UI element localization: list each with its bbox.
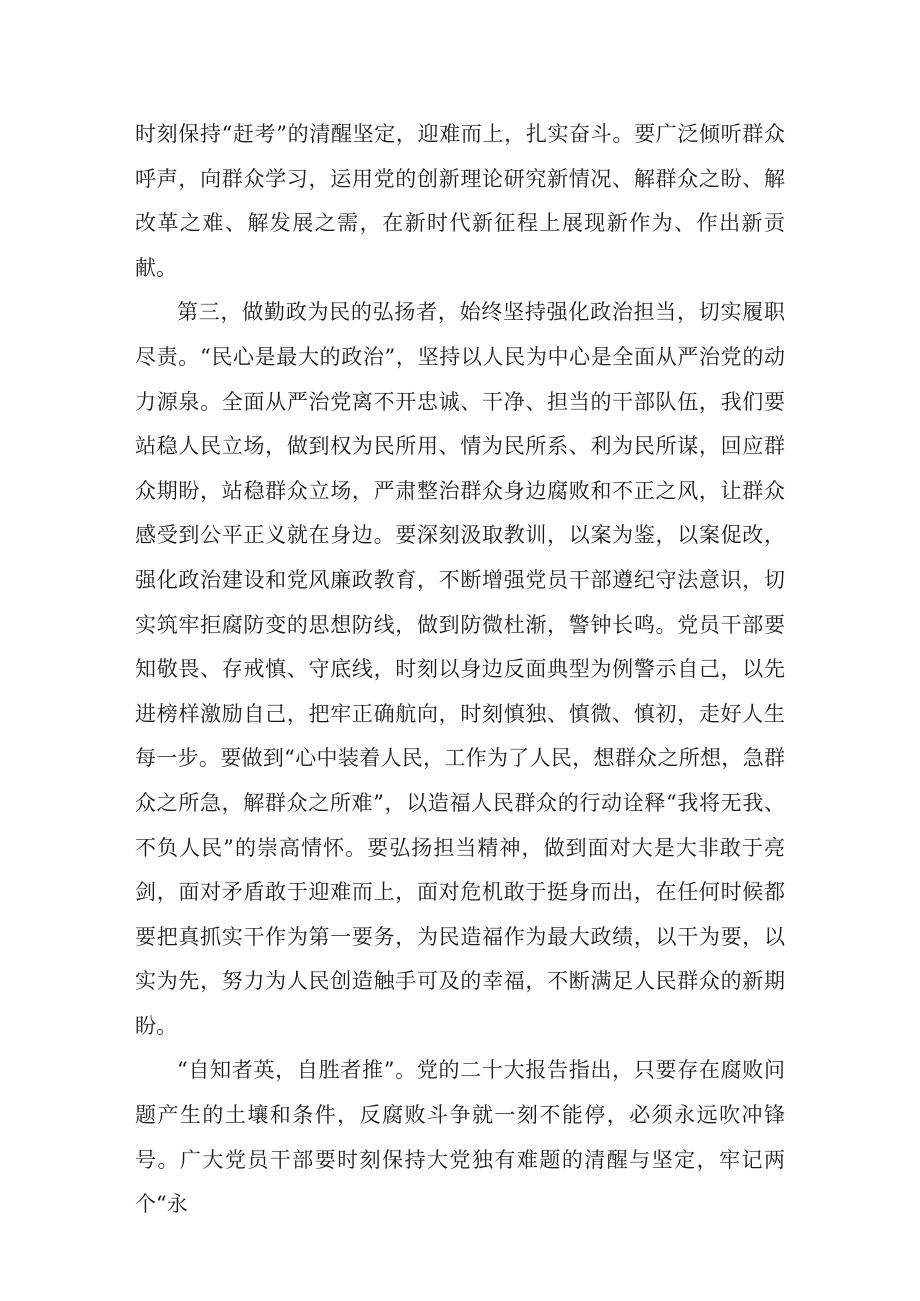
document-body: [135, 112, 785, 1227]
paragraph-3: “自知者英，自胜者推”。党的二十大报告指出，只要存在腐败问题产生的土壤和条件，反腐败斗争就一刻不能停，必须永远吹冲锋号。广大党员干部要时刻保持大党独有难题的清醒与坚定，牢记两个“永: [135, 1058, 785, 1217]
paragraph-1: 时刻保持“赶考”的清醒坚定，迎难而上，扎实奋斗。要广泛倾听群众呼声，向群众学习，运用党的创新理论研究新情况、解群众之盼、解改革之难、解发展之需，在新时代新征程上展现新作为、作出新贡献。: [135, 122, 785, 280]
paragraph-2: 第三，做勤政为民的弘扬者，始终坚持强化政治担当，切实履职尽责。“民心是最大的政治”，坚持以人民为中心是全面从严治党的动力源泉。全面从严治党离不开忠诚、干净、担当的干部队伍，我们要站稳人民立场，做到权为民所用、情为民所系、利为民所谋，回应群众期盼，站稳群众立场，严肃整治群众身边腐败和不正之风，让群众感受到公平正义就在身边。要深刻汲取教训，以案为鉴，以案促改，强化政治建设和党风廉政教育，不断增强党员干部遵纪守法意识，切实筑牢拒腐防变的思想防线，做到防微杜渐，警钟长鸣。党员干部要知敬畏、存戒慎、守底线，时刻以身边反面典型为例警示自己，以先进榜样激励自己，把牢正确航向，时刻慎独、慎微、慎初，走好人生每一步。要做到“心中装着人民，工作为了人民，想群众之所想，急群众之所急，解群众之所难”，以造福人民群众的行动诠释“我将无我、不负人民”的崇高情怀。要弘扬担当精神，做到面对大是大非敢于亮剑，面对矛盾敢于迎难而上，面对危机敢于挺身而出，在任何时候都要把真抓实干作为第一要务，为民造福作为最大政绩，以干为要，以实为先，努力为人民创造触手可及的幸福，不断满足人民群众的新期盼。: [135, 300, 785, 1038]
